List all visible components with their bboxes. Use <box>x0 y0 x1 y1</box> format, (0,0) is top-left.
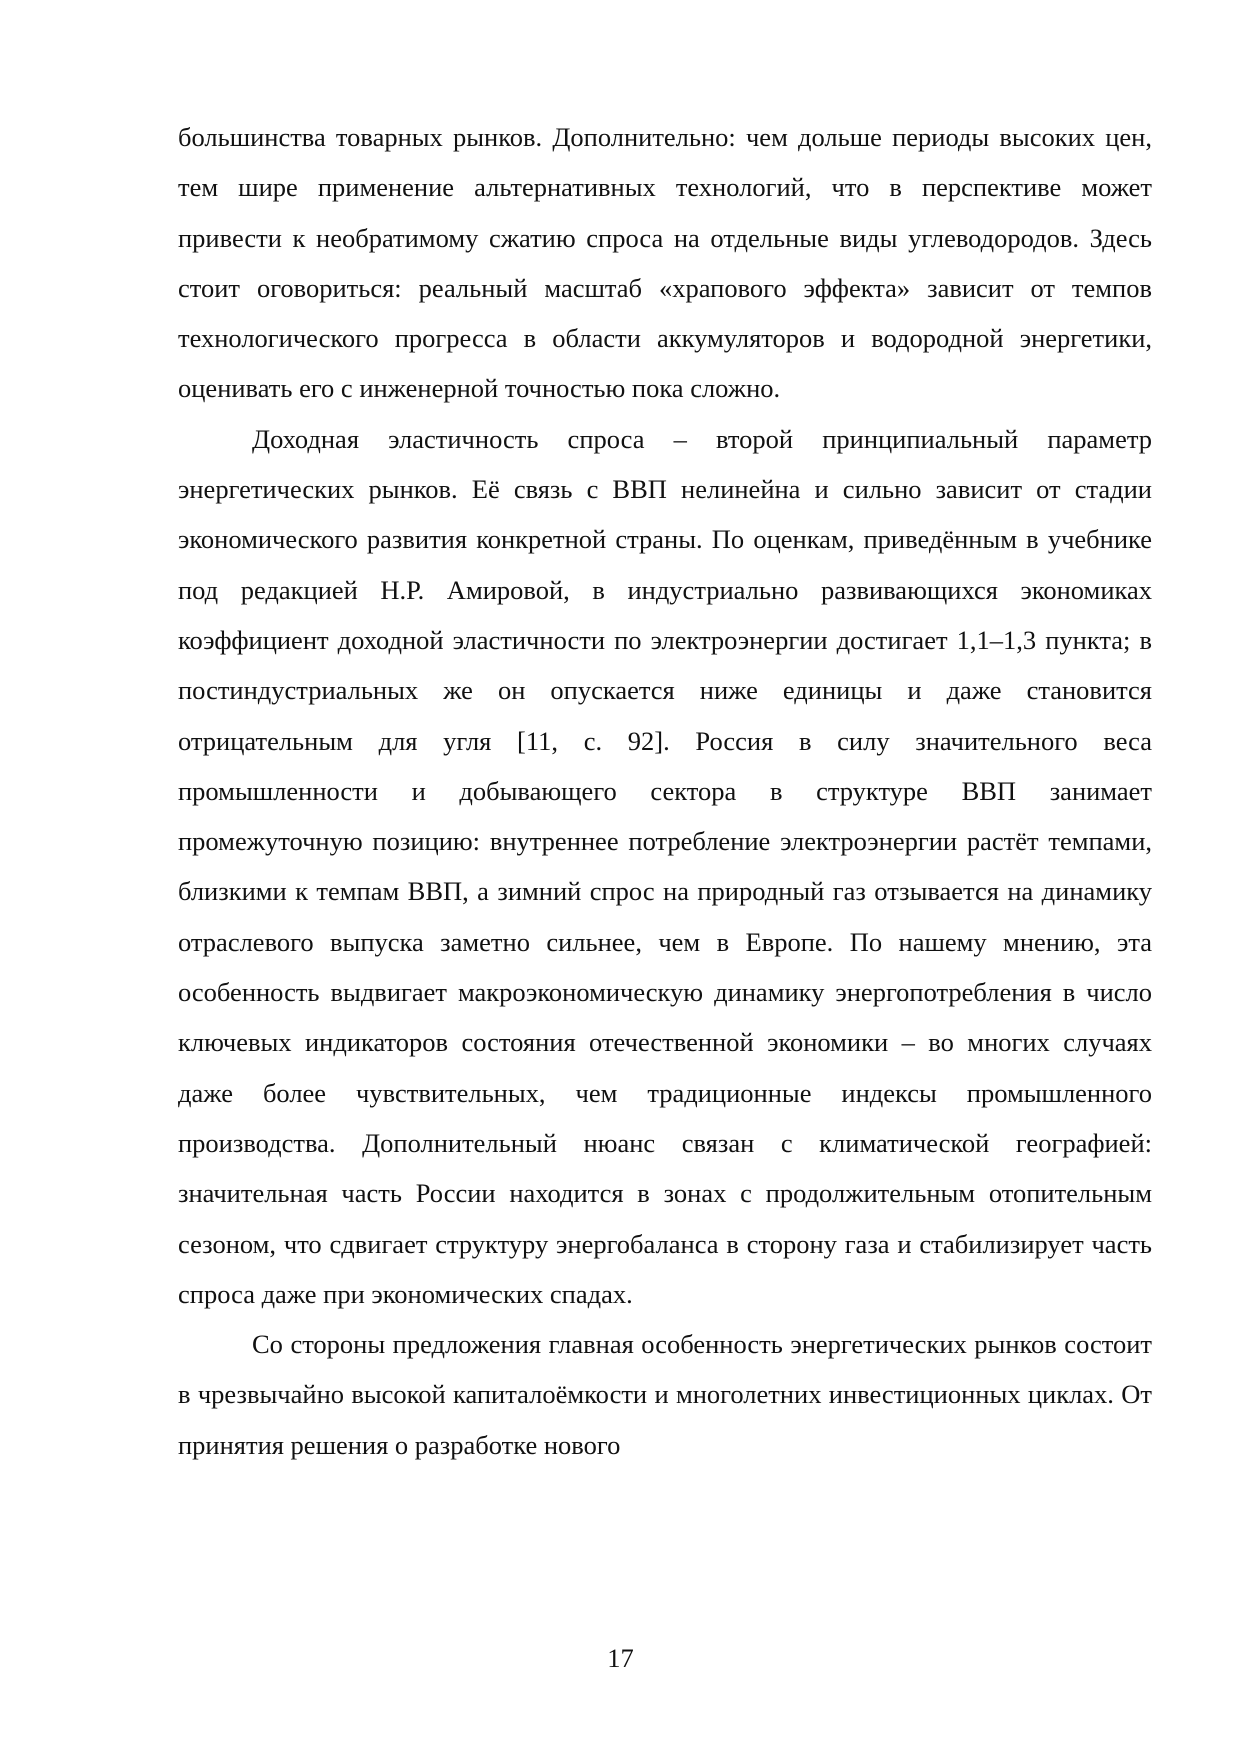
paragraph-continued: большинства товарных рынков. Дополнительно: чем дольше периоды высоких цен, тем шире применение альтернативных технологий, что в перспективе может привести к необратимому сжатию спроса на отдельные виды углеводородов. Здесь стоит оговориться: реальный масштаб «храпового эффекта» зависит от темпов технологического прогресса в области аккумуляторов и водородной энергетики, оценивать его с инженерной точностью пока сложно. <box>178 122 1152 404</box>
body-text <box>178 112 1152 1470</box>
page-number: 17 <box>607 1643 634 1673</box>
paragraph-income-elasticity: Доходная эластичность спроса – второй принципиальный параметр энергетических рынков. Её связь с ВВП нелинейна и сильно зависит от стадии экономического развития конкретной страны. По оценкам, приведённым в учебнике под редакцией Н.Р. Амировой, в индустриально развивающихся экономиках коэффициент доходной эластичности по электроэнергии достигает 1,1–1,3 пункта; в постиндустриальных же он опускается ниже единицы и даже становится отрицательным для угля [11, с. 92]. Россия в силу значительного веса промышленности и добывающего сектора в структуре ВВП занимает промежуточную позицию: внутреннее потребление электроэнергии растёт темпами, близкими к темпам ВВП, а зимний спрос на природный газ отзывается на динамику отраслевого выпуска заметно сильнее, чем в Европе. По нашему мнению, эта особенность выдвигает макроэкономическую динамику энергопотребления в число ключевых индикаторов состояния отечественной экономики – во многих случаях даже более чувствительных, чем традиционные индексы промышленного производства. Дополнительный нюанс связан с климатической географией: значительная часть России находится в зонах с продолжительным отопительным сезоном, что сдвигает структуру энергобаланса в сторону газа и стабилизирует часть спроса даже при экономических спадах. <box>178 423 1152 1309</box>
paragraph-supply-side: Со стороны предложения главная особенность энергетических рынков состоит в чрезвычайно высокой капиталоёмкости и многолетних инвестиционных циклах. От принятия решения о разработке нового <box>178 1329 1152 1460</box>
